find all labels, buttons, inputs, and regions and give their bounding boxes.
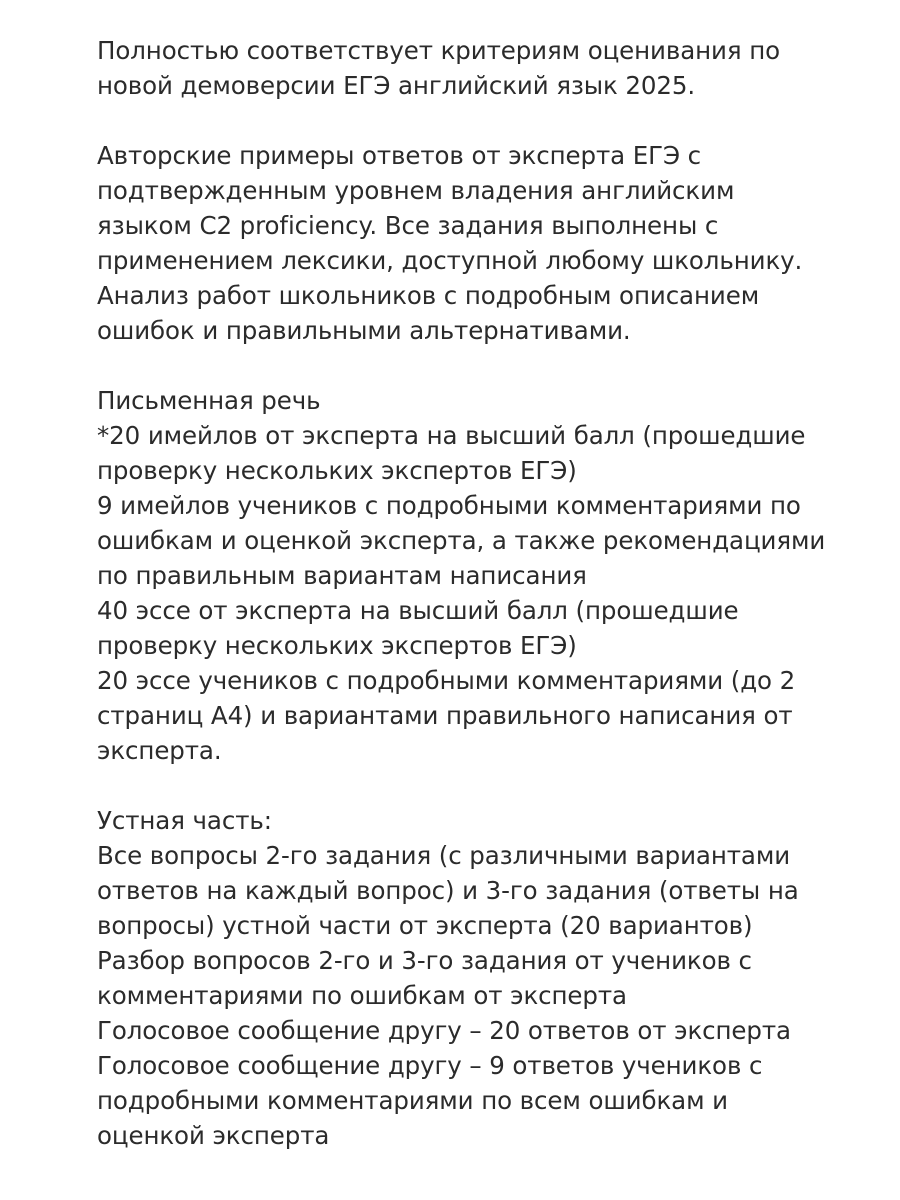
text-line: Разбор вопросов 2-го и 3-го задания от учеников с	[97, 946, 752, 975]
text-line: проверку нескольких экспертов ЕГЭ)	[97, 631, 577, 660]
paragraph-intro	[97, 33, 887, 103]
paragraph-oral-part	[97, 803, 887, 1153]
text-line: подтвержденным уровнем владения английским	[97, 176, 735, 205]
text-line: комментариями по ошибкам от эксперта	[97, 981, 627, 1010]
text-line: Полностью соответствует критериям оценивания по	[97, 36, 780, 65]
text-line: Голосовое сообщение другу – 20 ответов от эксперта	[97, 1016, 791, 1045]
text-line: 20 эссе учеников с подробными комментариями (до 2	[97, 666, 796, 695]
text-line: ошибкам и оценкой эксперта, а также рекомендациями	[97, 526, 826, 555]
text-line: *20 имейлов от эксперта на высший балл (прошедшие	[97, 421, 806, 450]
text-line: Авторские примеры ответов от эксперта ЕГЭ с	[97, 141, 702, 170]
text-line: Все вопросы 2-го задания (с различными вариантами	[97, 841, 791, 870]
text-line: эксперта.	[97, 736, 222, 765]
section-heading-written: Письменная речь	[97, 386, 321, 415]
text-line: языком С2 proficiency. Все задания выполнены с	[97, 211, 719, 240]
text-line: вопросы) устной части от эксперта (20 вариантов)	[97, 911, 753, 940]
text-line: страниц А4) и вариантами правильного написания от	[97, 701, 793, 730]
text-line: ошибок и правильными альтернативами.	[97, 316, 631, 345]
text-line: оценкой эксперта	[97, 1121, 330, 1150]
text-line: новой демоверсии ЕГЭ английский язык 2025.	[97, 71, 696, 100]
text-line: по правильным вариантам написания	[97, 561, 587, 590]
text-line: ответов на каждый вопрос) и 3-го задания (ответы на	[97, 876, 799, 905]
section-heading-oral: Устная часть:	[97, 806, 272, 835]
text-line: Анализ работ школьников с подробным описанием	[97, 281, 760, 310]
text-line: 40 эссе от эксперта на высший балл (прошедшие	[97, 596, 739, 625]
paragraph-author-examples	[97, 138, 887, 348]
text-line: подробными комментариями по всем ошибкам и	[97, 1086, 728, 1115]
text-line: 9 имейлов учеников с подробными комментариями по	[97, 491, 801, 520]
text-line: проверку нескольких экспертов ЕГЭ)	[97, 456, 577, 485]
text-line: применением лексики, доступной любому школьнику.	[97, 246, 803, 275]
paragraph-written-part	[97, 383, 887, 768]
text-line: Голосовое сообщение другу – 9 ответов учеников с	[97, 1051, 763, 1080]
document-body	[97, 33, 887, 1153]
